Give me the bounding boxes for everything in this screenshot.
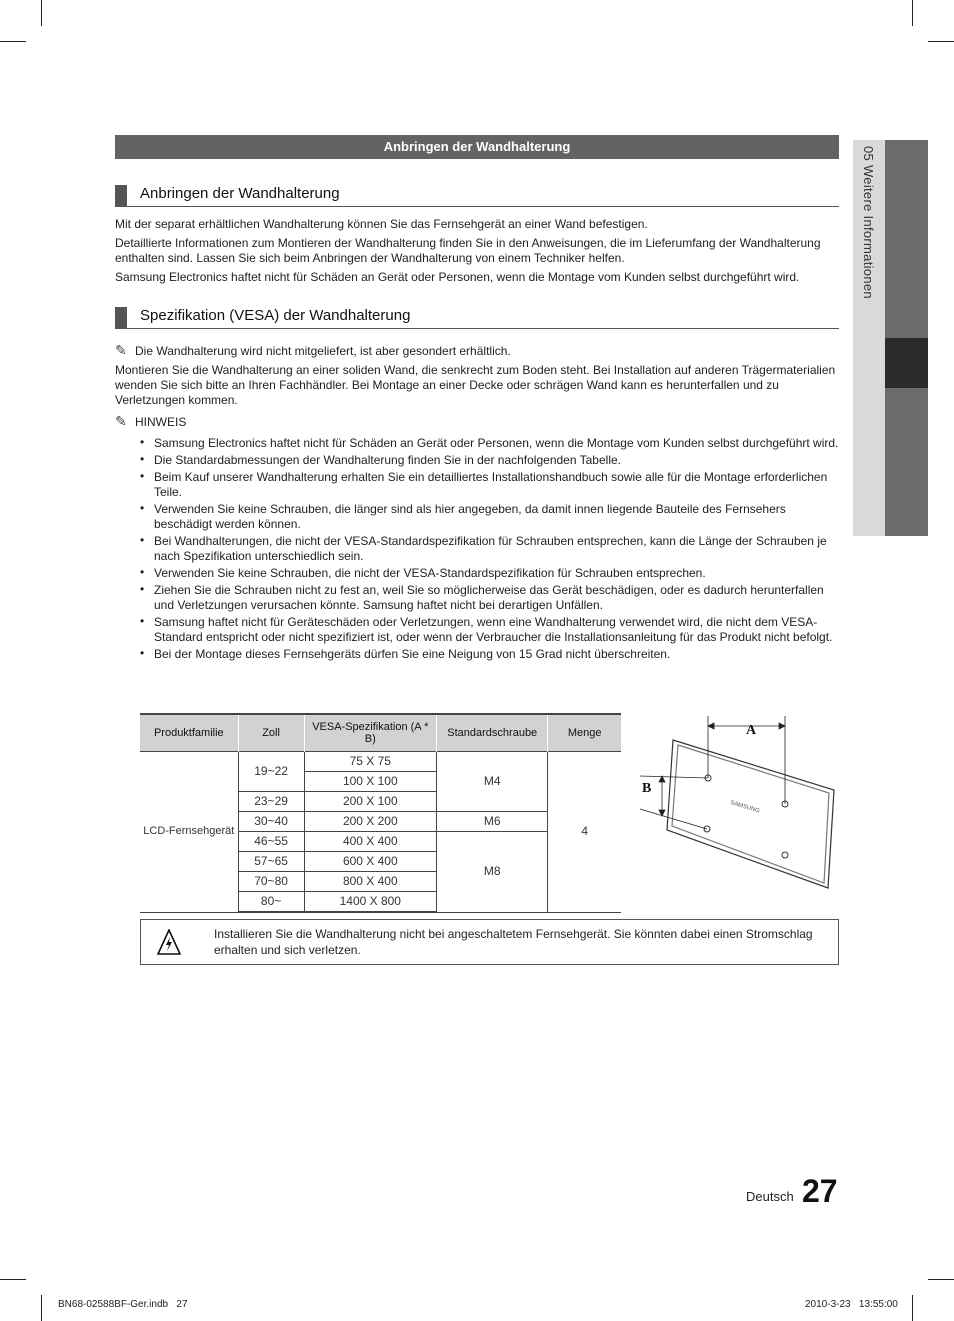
- paragraph: Mit der separat erhältlichen Wandhalterung können Sie das Fernsehgerät an einer Wand befestigen.: [115, 217, 648, 231]
- hinweis-text: HINWEIS: [135, 415, 187, 429]
- page-number: 27: [802, 1173, 838, 1209]
- crop-mark: [0, 1279, 26, 1280]
- paragraph: Detaillierte Informationen zum Montieren der Wandhalterung finden Sie in den Anweisungen, die im Lieferumfang der Wandhalterung enthalten sind. Lassen Sie sich beim Anbringen der Wandhalterung von einem Techniker helfen.: [115, 236, 821, 265]
- dimension-label-b: B: [642, 781, 652, 796]
- tv-back-panel: [667, 740, 834, 888]
- list-item: • Beim Kauf unserer Wandhalterung erhalten Sie ein detailliertes Installationshandbuch sowie alle für die Montage erforderlichen Teile.: [115, 470, 841, 500]
- column-header: Menge: [548, 714, 621, 752]
- note-pencil-icon: ✎: [115, 342, 127, 358]
- column-header: Standardschraube: [437, 714, 548, 752]
- hinweis-list: [115, 436, 841, 664]
- list-item: • Ziehen Sie die Schrauben nicht zu fest an, weil Sie so möglicherweise das Gerät beschädigen, oder es dadurch herunterfallen und Verletzungen verursachen könnte. Samsung haftet nicht bei derartigen Unfällen.: [115, 583, 841, 613]
- table-cell: 800 X 400: [304, 872, 437, 892]
- high-voltage-warning-icon: [157, 929, 181, 955]
- list-item: • Bei Wandhalterungen, die nicht der VESA-Standardspezifikation für Schrauben entsprechen, kann die Länge der Schrauben je nach Spezifikation unterschiedlich sein.: [115, 534, 841, 564]
- list-item: • Bei der Montage dieses Fernsehgeräts dürfen Sie eine Neigung von 15 Grad nicht überschreiten.: [115, 647, 841, 662]
- list-item: • Samsung haftet nicht für Geräteschäden oder Verletzungen, wenn eine Wandhalterung verwendet wird, die nicht dem VESA-Standard entspricht oder nicht spezifiziert ist, oder wenn der Verbraucher die Installationsanleitung für das Produkt nicht befolgt.: [115, 615, 841, 645]
- table-cell: 57~65: [238, 852, 304, 872]
- dimension-label-a: A: [746, 723, 757, 738]
- tv-back-diagram: [636, 712, 842, 896]
- table-cell: 400 X 400: [304, 832, 437, 852]
- table-cell: M8: [437, 832, 548, 913]
- list-item: • Verwenden Sie keine Schrauben, die nicht der VESA-Standardspezifikation für Schrauben entsprechen.: [115, 566, 841, 581]
- crop-mark: [41, 1295, 42, 1321]
- table-header-row: [140, 714, 621, 752]
- print-timestamp: 2010-3-23 13:55:00: [805, 1299, 898, 1310]
- table-cell: 200 X 200: [304, 812, 437, 832]
- brand-logo-text: SAMSUNG: [729, 799, 761, 815]
- note: [115, 343, 839, 359]
- table-cell: 70~80: [238, 872, 304, 892]
- table-row: [140, 752, 621, 772]
- section-title-text: Spezifikation (VESA) der Wandhalterung: [140, 307, 411, 324]
- mount-holes: [704, 775, 788, 858]
- section-title: [115, 184, 839, 207]
- table-cell: M4: [437, 752, 548, 812]
- table-cell: 200 X 100: [304, 792, 437, 812]
- print-file-info: BN68-02588BF-Ger.indb 27: [58, 1299, 188, 1310]
- warning-box: [140, 919, 839, 965]
- hinweis-label: [115, 414, 839, 430]
- column-header: Produktfamilie: [140, 714, 238, 752]
- table-cell: 75 X 75: [304, 752, 437, 772]
- table-cell: 46~55: [238, 832, 304, 852]
- column-header: Zoll: [238, 714, 304, 752]
- table-cell: 80~: [238, 892, 304, 913]
- page-header: Anbringen der Wandhalterung: [115, 135, 839, 159]
- section-title: [115, 306, 839, 329]
- paragraph: Montieren Sie die Wandhalterung an einer soliden Wand, die senkrecht zum Boden steht. Bei Installation auf anderen Trägermaterialien wenden Sie sich bitte an Ihren Fachhändler. Bei Montage an einer Decke oder schrägen Wand kann es herunterfallen und zu Verletzungen kommen.: [115, 363, 836, 407]
- warning-text: Installieren Sie die Wandhalterung nicht bei angeschaltetem Fernsehgerät. Sie könnten dabei einen Stromschlag erhalten und sich verletzen.: [214, 927, 813, 957]
- crop-mark: [928, 41, 954, 42]
- list-item: • Samsung Electronics haftet nicht für Schäden an Gerät oder Personen, wenn die Montage vom Kunden selbst durchgeführt wird.: [115, 436, 841, 451]
- note-text: Die Wandhalterung wird nicht mitgeliefert, ist aber gesondert erhältlich.: [135, 344, 511, 358]
- table-cell: 600 X 400: [304, 852, 437, 872]
- vesa-spec-table: [140, 713, 621, 913]
- table-cell: 100 X 100: [304, 772, 437, 792]
- note-pencil-icon: ✎: [115, 413, 127, 429]
- table-cell: 1400 X 800: [304, 892, 437, 913]
- crop-mark: [912, 0, 913, 26]
- list-item: • Verwenden Sie keine Schrauben, die länger sind als hier angegeben, da damit innen liegende Bauteile des Fernsehers beschädigt werden können.: [115, 502, 841, 532]
- list-item: • Die Standardabmessungen der Wandhalterung finden Sie in der nachfolgenden Tabelle.: [115, 453, 841, 468]
- paragraph: Samsung Electronics haftet nicht für Schäden an Gerät oder Personen, wenn die Montage vom Kunden selbst durchgeführt wird.: [115, 270, 800, 284]
- table-cell: LCD-Fernsehgerät: [140, 752, 238, 913]
- section-marker: [115, 307, 127, 328]
- table-cell: M6: [437, 812, 548, 832]
- chapter-tab-active: [885, 338, 928, 388]
- chapter-label: 05 Weitere Informationen: [861, 146, 876, 299]
- table-cell: 30~40: [238, 812, 304, 832]
- crop-mark: [912, 1295, 913, 1321]
- crop-mark: [928, 1279, 954, 1280]
- table-cell: 19~22: [238, 752, 304, 792]
- table-cell: 23~29: [238, 792, 304, 812]
- table-cell: 4: [548, 752, 621, 913]
- section-marker: [115, 185, 127, 206]
- crop-mark: [0, 41, 26, 42]
- section-title-text: Anbringen der Wandhalterung: [140, 185, 340, 202]
- crop-mark: [41, 0, 42, 26]
- column-header: VESA-Spezifikation (A * B): [304, 714, 437, 752]
- footer-language: Deutsch: [746, 1189, 794, 1204]
